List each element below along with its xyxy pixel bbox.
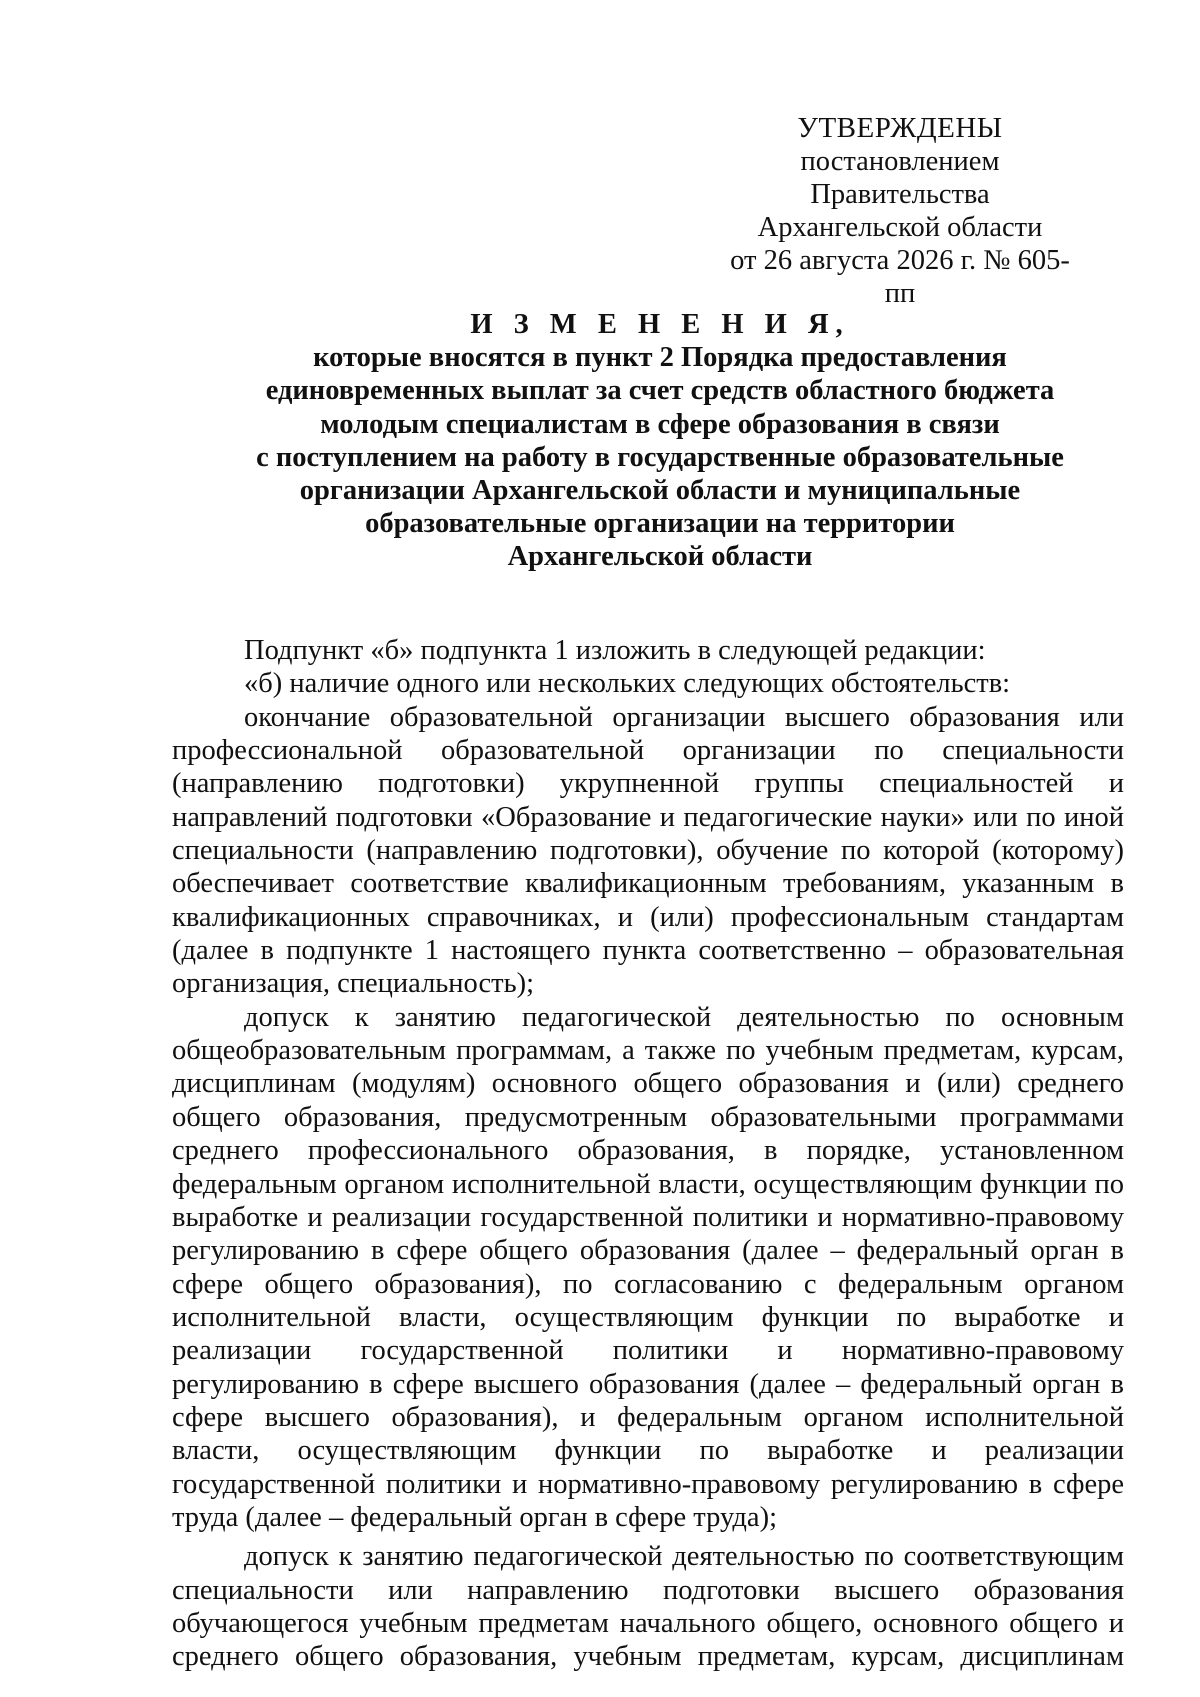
heading-line: с поступлением на работу в государственные образовательные — [256, 441, 1064, 473]
body-paragraph: «б) наличие одного или нескольких следующих обстоятельств: — [244, 668, 1011, 700]
heading-line: Архангельской области — [507, 541, 813, 573]
body-paragraph: окончание образовательной организации высшего образования или профессиональной образовательной организации по специальности (направлению подготовки) укрупненной группы специальностей и направлений подготовки «Образование и педагогические науки» или по иной специальности (направлению подготовки), обучение по которой (которому) обеспечивает соответствие квалификационным требованиям, указанным в квалификационных справочниках, и (или) профессиональным стандартам (далее в подпункте 1 настоящего пункта соответственно – образовательная организация, специальность); — [172, 701, 1124, 1000]
heading-line: молодым специалистам в сфере образования в связи — [320, 408, 1000, 440]
approval-line-1: постановлением Правительства — [800, 146, 1000, 210]
document-title: И З М Е Н Е Н И Я, — [470, 309, 850, 340]
heading-line: организации Архангельской области и муниципальные — [299, 475, 1021, 507]
approval-stamp: УТВЕРЖДЕНЫ — [797, 112, 1003, 144]
document-body — [172, 634, 1124, 1674]
document-heading — [170, 308, 1150, 574]
approval-line-2: Архангельской области — [757, 212, 1043, 243]
body-paragraph: Подпункт «б» подпункта 1 изложить в следующей редакции: — [244, 635, 986, 666]
heading-line: единовременных выплат за счет средств областного бюджета — [265, 375, 1055, 407]
body-paragraph: допуск к занятию педагогической деятельностью по соответствующим специальности или направлению подготовки высшего образования обучающегося учебным предметам начального общего, основного общего и среднего общего образования, учебным предметам, курсам, дисциплинам — [172, 1541, 1124, 1673]
approval-line-3: от 26 августа 2026 г. № 605-пп — [730, 245, 1070, 309]
approval-block — [720, 112, 1080, 310]
heading-line: образовательные организации на территории — [365, 508, 955, 540]
body-paragraph: допуск к занятию педагогической деятельностью по основным общеобразовательным программам, а также по учебным предметам, курсам, дисциплинам (модулям) основного общего образования и (или) среднего общего образования, предусмотренным образовательными программами среднего профессионального образования, в порядке, установленном федеральным органом исполнительной власти, осуществляющим функции по выработке и реализации государственной политики и нормативно-правовому регулированию в сфере общего образования (далее – федеральный орган в сфере общего образования), по согласованию с федеральным органом исполнительной власти, осуществляющим функции по выработке и реализации государственной политики и нормативно-правовому регулированию в сфере высшего образования (далее – федеральный орган в сфере высшего образования), и федеральным органом исполнительной власти, осуществляющим функции по выработке и реализации государственной политики и нормативно-правовому регулированию в сфере труда (далее – федеральный орган в сфере труда); — [172, 1001, 1124, 1533]
heading-line: которые вносятся в пункт 2 Порядка предоставления — [313, 342, 1007, 374]
